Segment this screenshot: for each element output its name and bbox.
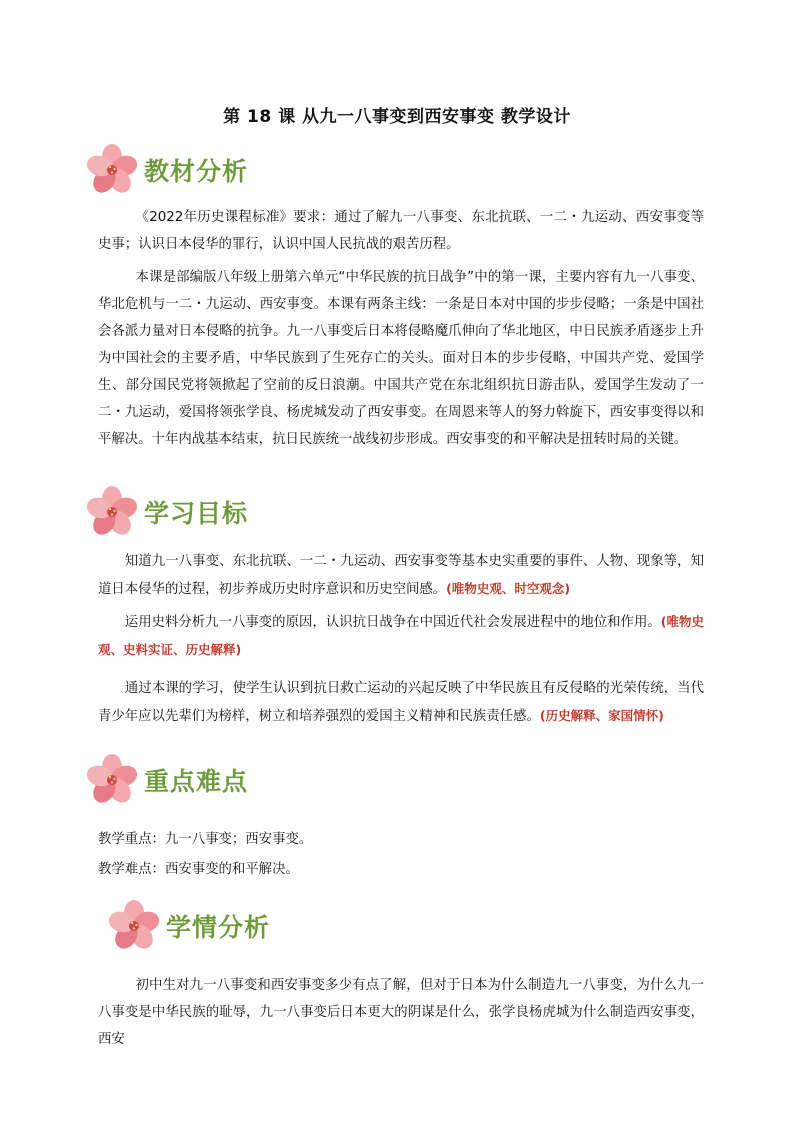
plum-blossom-icon: [82, 752, 142, 808]
goal-1-core-competency: (唯物史观、时空观念): [446, 581, 571, 596]
learners-paragraph-1: 初中生对九一八事变和西安事变多少有点了解，但对于日本为什么制造九一八事变，为什么九一八事变是中华民族的耻辱，九一八事变后日本更大的阴谋是什么，张学良杨虎城为什么制造西安事变，西安: [98, 978, 704, 1047]
section-header-analysis: [82, 142, 248, 198]
goal-item-1: [98, 548, 704, 603]
goal-2-text: 运用史料分析九一八事变的原因，认识抗日战争在中国近代社会发展进程中的地位和作用。: [124, 615, 661, 630]
goal-item-3: [98, 675, 704, 730]
goal-2-core-competency: (唯物史观、史料实证、历史解释): [98, 614, 705, 657]
plum-blossom-icon: [82, 142, 142, 198]
goal-item-2: [98, 608, 704, 664]
plum-blossom-icon: [82, 484, 142, 540]
document-title: 第 18 课 从九一八事变到西安事变 教学设计: [223, 107, 571, 127]
analysis-paragraph-1: 《2022年历史课程标准》要求：通过了解九一八事变、东北抗联、一二・九运动、西安事变等史事；认识日本侵华的罪行，认识中国人民抗战的艰苦历程。: [98, 210, 704, 252]
section-title-goals: 学习目标: [144, 499, 249, 528]
analysis-paragraph-2: 本课是部编版八年级上册第六单元“中华民族的抗日战争”中的第一课，主要内容有九一八事变、华北危机与一二・九运动、西安事变。本课有两条主线：一条是日本对中国的步步侵略；一条是中国社会各派力量对日本侵略的抗争。九一八事变后日本将侵略魔爪伸向了华北地区，中日民族矛盾逐步上升为中国社会的主要矛盾，中华民族到了生死存亡的关头。面对日本的步步侵略，中国共产党、爱国学生、部分国民党将领掀起了空前的反日浪潮。中国共产党在东北组织抗日游击队，爱国学生发动了一二・九运动，爱国将领张学良、杨虎城发动了西安事变。在周恩来等人的努力斡旋下，西安事变得以和平解决。十年内战基本结束，抗日民族统一战线初步形成。西安事变的和平解决是扭转时局的关键。: [98, 270, 704, 447]
plum-blossom-icon: [104, 898, 164, 954]
section-header-goals: [82, 484, 248, 540]
section-title-keypoints: 重点难点: [144, 767, 249, 796]
goal-3-core-competency: (历史解释、家国情怀): [539, 708, 664, 723]
goal-1-text: 知道九一八事变、东北抗联、一二・九运动、西安事变等基本史实重要的事件、人物、现象等，知道日本侵华的过程，初步养成历史时序意识和历史空间感。: [98, 554, 704, 597]
section-title-learners: 学情分析: [166, 913, 271, 942]
teaching-difficulty: 教学难点：西安事变的和平解决。: [98, 862, 299, 877]
section-header-keypoints: [82, 752, 248, 808]
goal-3-text: 通过本课的学习，使学生认识到抗日救亡运动的兴起反映了中华民族且有反侵略的光荣传统，当代青少年应以先辈们为榜样，树立和培养强烈的爱国主义精神和民族责任感。: [98, 681, 704, 724]
section-header-learners: [104, 898, 270, 954]
teaching-focus: 教学重点：九一八事变；西安事变。: [98, 832, 313, 847]
section-title-analysis: 教材分析: [144, 157, 249, 186]
